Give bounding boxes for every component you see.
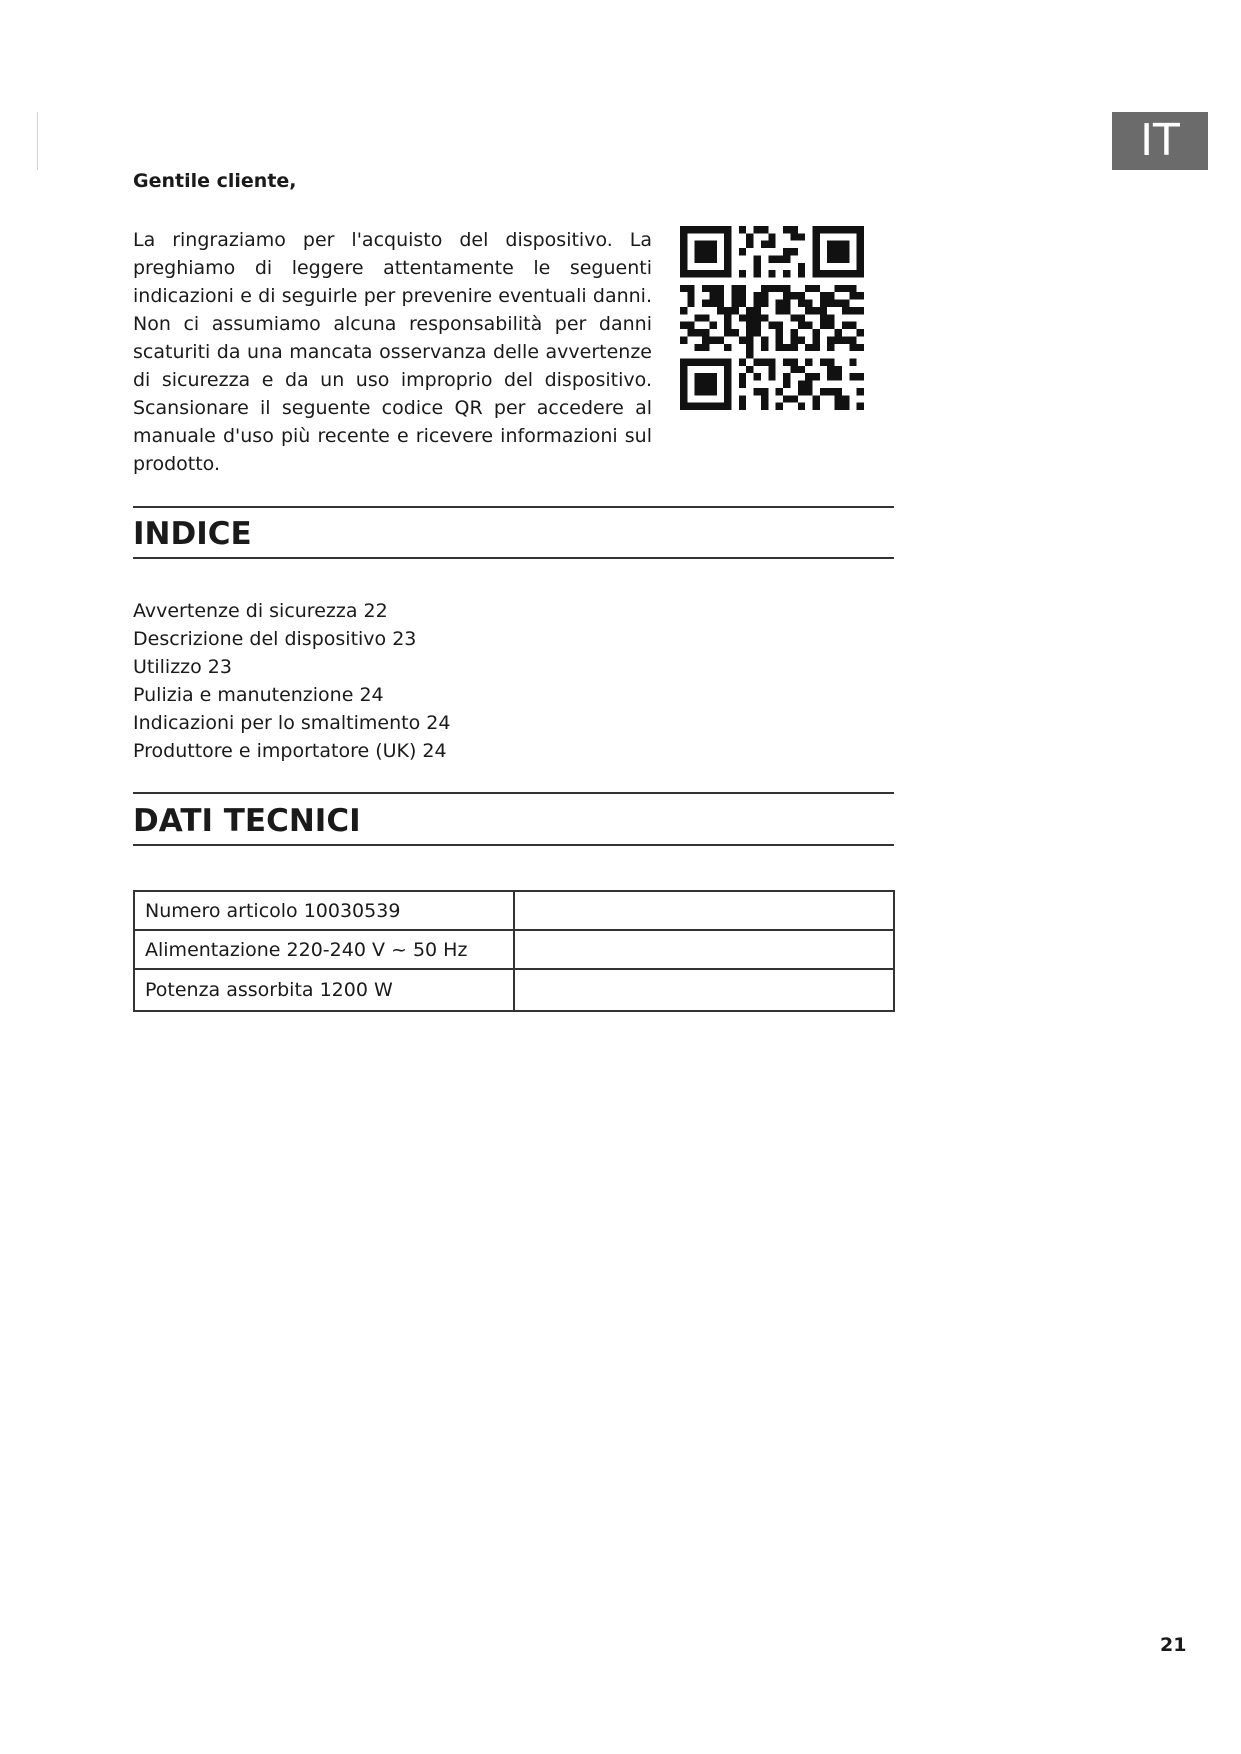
table-row xyxy=(134,969,894,1011)
table-of-contents xyxy=(133,597,450,765)
spec-label: Alimentazione 220-240 V ~ 50 Hz xyxy=(134,930,514,969)
toc-item[interactable]: Indicazioni per lo smaltimento 24 xyxy=(133,712,451,734)
spec-label: Potenza assorbita 1200 W xyxy=(134,969,514,1011)
spec-value xyxy=(514,969,894,1011)
table-row xyxy=(134,930,894,969)
toc-item[interactable]: Produttore e importatore (UK) 24 xyxy=(133,740,447,762)
toc-item[interactable]: Utilizzo 23 xyxy=(133,656,232,678)
qr-code-icon[interactable] xyxy=(680,226,864,410)
section-rule xyxy=(133,792,894,794)
toc-item[interactable]: Pulizia e manutenzione 24 xyxy=(133,684,384,706)
section-rule xyxy=(133,844,894,846)
toc-item[interactable]: Avvertenze di sicurezza 22 xyxy=(133,600,388,622)
section-rule xyxy=(133,506,894,508)
page-edge-line xyxy=(37,112,38,170)
technical-data-table xyxy=(133,890,895,1012)
greeting: Gentile cliente, xyxy=(133,170,297,192)
section-rule xyxy=(133,557,894,559)
spec-label: Numero articolo 10030539 xyxy=(134,891,514,930)
technical-data-title: DATI TECNICI xyxy=(133,803,361,839)
page-number: 21 xyxy=(1160,1634,1187,1656)
table-row xyxy=(134,891,894,930)
toc-item[interactable]: Descrizione del dispositivo 23 xyxy=(133,628,417,650)
spec-value xyxy=(514,930,894,969)
spec-value xyxy=(514,891,894,930)
language-tab: IT xyxy=(1112,112,1208,170)
intro-paragraph: La ringraziamo per l'acquisto del dispositivo. La preghiamo di leggere attentamente le seguenti indicazioni e di seguirle per prevenire eventuali danni. Non ci assumiamo alcuna responsabilità per danni scaturiti da una mancata osservanza delle avvertenze di sicurezza e da un uso improprio del dispositivo. Scansionare il seguente codice QR per accedere al manuale d'uso più recente e ricevere informazioni sul prodotto. xyxy=(133,229,652,475)
index-title: INDICE xyxy=(133,516,252,552)
